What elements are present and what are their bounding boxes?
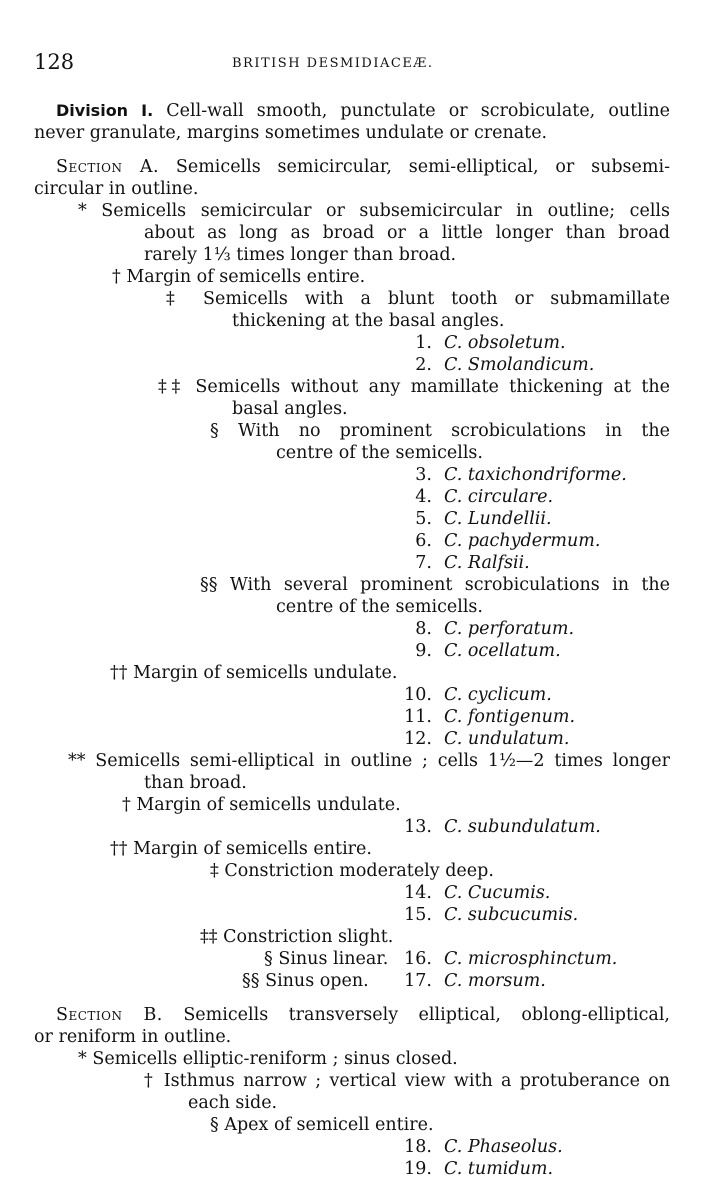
species-name: C. Ralfsii. — [444, 553, 530, 573]
section-mark3-line-1 — [34, 1114, 670, 1136]
star3-symbol: * — [78, 1049, 87, 1069]
species-number: 5. — [415, 509, 432, 529]
section-mark-line-1 — [34, 420, 670, 442]
species-entry — [34, 332, 670, 354]
ddagger3-symbol: ‡ — [210, 861, 219, 881]
dagger-line-1 — [34, 266, 670, 288]
section-mark2-line-2: centre of the semicells. — [276, 597, 483, 617]
species-name: C. perforatum. — [444, 619, 575, 639]
section-a-text-1: Semicells semicircular, semi-elliptical, or subsemi- — [175, 157, 670, 177]
section-b-line-1 — [34, 1004, 670, 1026]
species-name: C. morsum. — [444, 971, 546, 991]
species-name: C. Phaseolus. — [444, 1137, 563, 1157]
species-number: 18. — [404, 1137, 432, 1157]
sinus-symbol: §§ — [242, 971, 260, 991]
species-name: C. taxichondriforme. — [444, 465, 627, 485]
division-text-1: Cell-wall smooth, punctulate or scrobiculate, outline — [166, 101, 670, 121]
species-number: 12. — [404, 729, 432, 749]
species-name: C. undulatum. — [444, 729, 570, 749]
species-number: 7. — [415, 553, 432, 573]
species-name: C. Smolandicum. — [444, 355, 595, 375]
dagger5-symbol: † — [144, 1071, 156, 1091]
ddagger2-line-1 — [34, 376, 670, 398]
species-entry — [34, 464, 670, 486]
division-line-2: never granulate, margins sometimes undulate or crenate. — [34, 123, 548, 143]
division-line-1 — [34, 100, 670, 122]
sinus-entry — [34, 970, 670, 992]
section-a-label: Section A. — [56, 157, 160, 177]
section-mark3-text-1: Apex of semicell entire. — [224, 1115, 434, 1135]
species-entry — [34, 354, 670, 376]
ddagger3-line-1 — [34, 860, 670, 882]
page-header — [34, 50, 672, 80]
species-number: 17. — [404, 971, 432, 991]
sinus-text: Sinus open. — [265, 971, 369, 991]
dagger2-symbol: †† — [110, 663, 128, 683]
species-name: C. pachydermum. — [444, 531, 601, 551]
species-name: C. tumidum. — [444, 1159, 554, 1179]
star3-text-1: Semicells elliptic-reniform ; sinus closed. — [92, 1049, 458, 1069]
sinus-text: Sinus linear. — [278, 949, 389, 969]
dagger5-text-1: Isthmus narrow ; vertical view with a protuberance on — [163, 1071, 671, 1091]
species-name: C. subcucumis. — [444, 905, 579, 925]
dagger4-symbol: †† — [110, 839, 128, 859]
species-number: 19. — [404, 1159, 432, 1179]
section-mark-text-1: With no prominent scrobiculations in the — [237, 421, 670, 441]
section-mark3-symbol: § — [210, 1115, 219, 1135]
section-mark-line-2: centre of the semicells. — [276, 443, 483, 463]
dagger2-line-1 — [34, 662, 670, 684]
star-symbol: * — [78, 201, 87, 221]
section-mark2-text-1: With several prominent scrobiculations in the — [229, 575, 670, 595]
species-name: C. microsphinctum. — [444, 949, 618, 969]
division-label: Division I. — [56, 101, 154, 120]
dagger5-line-2: each side. — [188, 1093, 278, 1113]
star3-line-1 — [34, 1048, 670, 1070]
species-number: 13. — [404, 817, 432, 837]
section-a-line-2: circular in outline. — [34, 179, 199, 199]
species-name: C. fontigenum. — [444, 707, 576, 727]
species-entry — [34, 882, 670, 904]
species-number: 1. — [415, 333, 432, 353]
species-entry — [34, 640, 670, 662]
species-number: 8. — [415, 619, 432, 639]
species-entry — [34, 904, 670, 926]
ddagger-text-1: Semicells with a blunt tooth or submamillate — [203, 289, 670, 309]
dagger-text-1: Margin of semicells entire. — [126, 267, 366, 287]
ddagger2-text-1: Semicells without any mamillate thickening at the — [195, 377, 670, 397]
species-number: 9. — [415, 641, 432, 661]
species-number: 15. — [404, 905, 432, 925]
section-b-label: Section B. — [56, 1005, 163, 1025]
star2-symbol: ** — [68, 751, 86, 771]
species-entry — [34, 728, 670, 750]
section-b-text-1: Semicells transversely elliptical, oblong-elliptical, — [183, 1005, 670, 1025]
species-name: C. cyclicum. — [444, 685, 552, 705]
species-entry — [34, 486, 670, 508]
species-entry — [34, 1158, 670, 1180]
ddagger-symbol: ‡ — [166, 289, 187, 309]
star2-line-2: than broad. — [144, 773, 247, 793]
page-number: 128 — [34, 50, 75, 74]
species-entry — [34, 816, 670, 838]
species-entry — [34, 530, 670, 552]
star2-text-1: Semicells semi-elliptical in outline ; cells 1½—2 times longer — [95, 751, 670, 771]
species-entry — [34, 508, 670, 530]
section-mark2-line-1 — [34, 574, 670, 596]
ddagger-line-2: thickening at the basal angles. — [232, 311, 505, 331]
dagger3-symbol: † — [122, 795, 131, 815]
ddagger2-line-2: basal angles. — [232, 399, 348, 419]
sinus-entry — [34, 948, 670, 970]
species-entry — [34, 706, 670, 728]
ddagger4-text-1: Constriction slight. — [223, 927, 394, 947]
species-name: C. Lundellii. — [444, 509, 552, 529]
dagger2-text-1: Margin of semicells undulate. — [133, 663, 398, 683]
sinus-symbol: § — [264, 949, 273, 969]
star-line-1 — [34, 200, 670, 222]
star-line-2: about as long as broad or a little longer than broad — [144, 223, 670, 243]
species-entry — [34, 1136, 670, 1158]
species-number: 10. — [404, 685, 432, 705]
species-number: 11. — [404, 707, 432, 727]
ddagger-line-1 — [34, 288, 670, 310]
species-number: 14. — [404, 883, 432, 903]
ddagger3-text-1: Constriction moderately deep. — [224, 861, 494, 881]
ddagger2-symbol: ‡‡ — [158, 377, 186, 397]
section-a-line-1 — [34, 156, 670, 178]
species-name: C. obsoletum. — [444, 333, 566, 353]
key-text — [34, 100, 670, 1180]
dagger4-line-1 — [34, 838, 670, 860]
star-line-3: rarely 1⅓ times longer than broad. — [144, 245, 457, 265]
section-mark-symbol: § — [210, 421, 219, 441]
star2-line-1 — [34, 750, 670, 772]
dagger5-line-1 — [34, 1070, 670, 1092]
dagger-symbol: † — [112, 267, 121, 287]
star-text-1: Semicells semicircular or subsemicircular in outline; cells — [101, 201, 670, 221]
species-name: C. circulare. — [444, 487, 554, 507]
species-name: C. subundulatum. — [444, 817, 601, 837]
sinus-label — [264, 948, 388, 970]
species-number: 6. — [415, 531, 432, 551]
species-entry — [34, 552, 670, 574]
species-name: C. ocellatum. — [444, 641, 561, 661]
species-number: 4. — [415, 487, 432, 507]
sinus-label — [242, 970, 369, 992]
dagger4-text-1: Margin of semicells entire. — [133, 839, 372, 859]
species-number: 3. — [415, 465, 432, 485]
running-title: BRITISH DESMIDIACEÆ. — [232, 56, 434, 71]
species-entry — [34, 684, 670, 706]
dagger3-text-1: Margin of semicells undulate. — [136, 795, 401, 815]
section-mark2-symbol: §§ — [200, 575, 218, 595]
ddagger4-symbol: ‡‡ — [200, 927, 218, 947]
species-number: 2. — [415, 355, 432, 375]
species-entry — [34, 618, 670, 640]
species-number: 16. — [404, 949, 432, 969]
section-b-line-2: or reniform in outline. — [34, 1027, 232, 1047]
ddagger4-line-1 — [34, 926, 670, 948]
dagger3-line-1 — [34, 794, 670, 816]
species-name: C. Cucumis. — [444, 883, 551, 903]
